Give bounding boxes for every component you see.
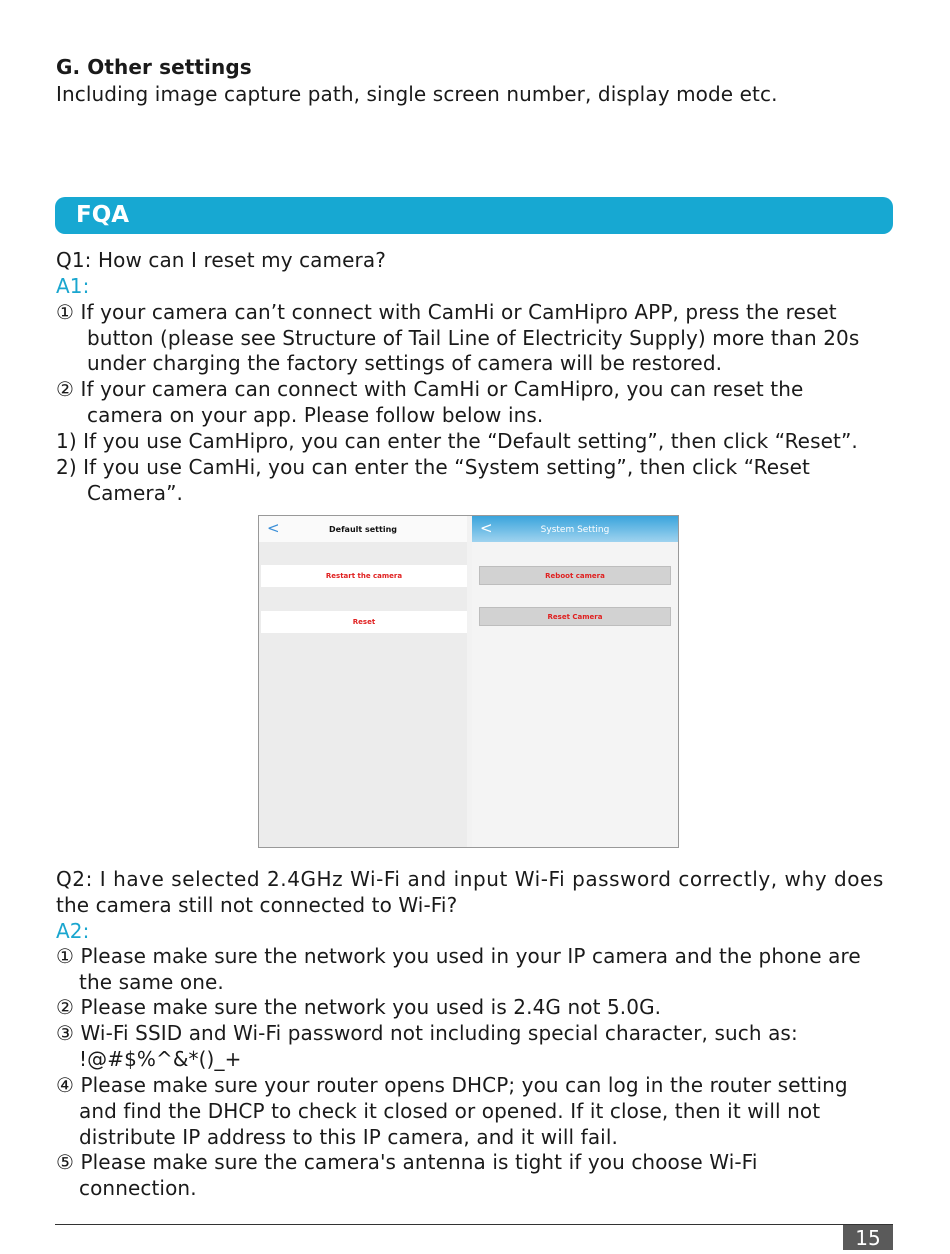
q1-question: Q1: How can I reset my camera? (56, 248, 386, 272)
a1-line: 1) If you use CamHipro, you can enter the “Default setting”, then click “Reset”. (56, 429, 858, 453)
a1-line: camera on your app. Please follow below ins. (87, 403, 544, 427)
default-setting-header (259, 516, 467, 542)
system-setting-header (472, 516, 678, 542)
a2-line: connection. (79, 1176, 197, 1200)
a1-line: 2) If you use CamHi, you can enter the “System setting”, then click “Reset (56, 455, 810, 479)
default-setting-title: Default setting (329, 525, 397, 534)
a2-line: ④ Please make sure your router opens DHCP; you can log in the router setting (56, 1073, 848, 1097)
back-chevron-icon[interactable]: < (480, 519, 493, 537)
restart-camera-row[interactable] (261, 565, 467, 587)
footer-divider (55, 1224, 893, 1225)
system-setting-title: System Setting (540, 525, 610, 535)
page-number-badge (843, 1225, 893, 1250)
q2-question-cont: the camera still not connected to Wi-Fi? (56, 893, 458, 917)
a1-line: button (please see Structure of Tail Line of Electricity Supply) more than 20s (87, 326, 860, 350)
page-number: 15 (855, 1226, 881, 1250)
section-g-title: G. Other settings (56, 55, 252, 79)
a2-line: ② Please make sure the network you used is 2.4G not 5.0G. (56, 995, 662, 1019)
reboot-camera-label: Reboot camera (545, 572, 605, 580)
a1-line: ② If your camera can connect with CamHi or CamHipro, you can reset the (56, 377, 804, 401)
system-setting-screen (472, 516, 678, 847)
a1-line: ① If your camera can’t connect with CamHi or CamHipro APP, press the reset (56, 300, 837, 324)
a2-line: and find the DHCP to check it closed or opened. If it close, then it will not (79, 1099, 821, 1123)
a2-line: ⑤ Please make sure the camera's antenna is tight if you choose Wi-Fi (56, 1150, 758, 1174)
a2-line: !@#$%^&*()_+ (79, 1047, 242, 1071)
a2-line: distribute IP address to this IP camera, and it will fail. (79, 1125, 618, 1149)
restart-camera-label: Restart the camera (325, 572, 403, 580)
back-chevron-icon[interactable]: < (267, 519, 280, 537)
a2-line: ③ Wi-Fi SSID and Wi-Fi password not including special character, such as: (56, 1021, 798, 1045)
a2-label: A2: (56, 919, 90, 943)
app-screenshot (258, 515, 679, 848)
default-setting-screen (259, 516, 467, 847)
a1-line: under charging the factory settings of camera will be restored. (87, 351, 723, 375)
reset-camera-label: Reset Camera (547, 613, 603, 621)
reset-label: Reset (352, 618, 376, 626)
a2-line: ① Please make sure the network you used in your IP camera and the phone are (56, 944, 861, 968)
fqa-banner-label: FQA (76, 202, 130, 228)
fqa-banner (55, 197, 893, 234)
a1-line: Camera”. (87, 481, 184, 505)
reboot-camera-button[interactable] (479, 566, 671, 585)
section-g-text: Including image capture path, single screen number, display mode etc. (56, 82, 778, 106)
q2-question: Q2: I have selected 2.4GHz Wi-Fi and input Wi-Fi password correctly, why does (56, 867, 884, 891)
a1-label: A1: (56, 274, 90, 298)
a2-line: the same one. (79, 970, 224, 994)
reset-camera-button[interactable] (479, 607, 671, 626)
reset-row[interactable] (261, 611, 467, 633)
